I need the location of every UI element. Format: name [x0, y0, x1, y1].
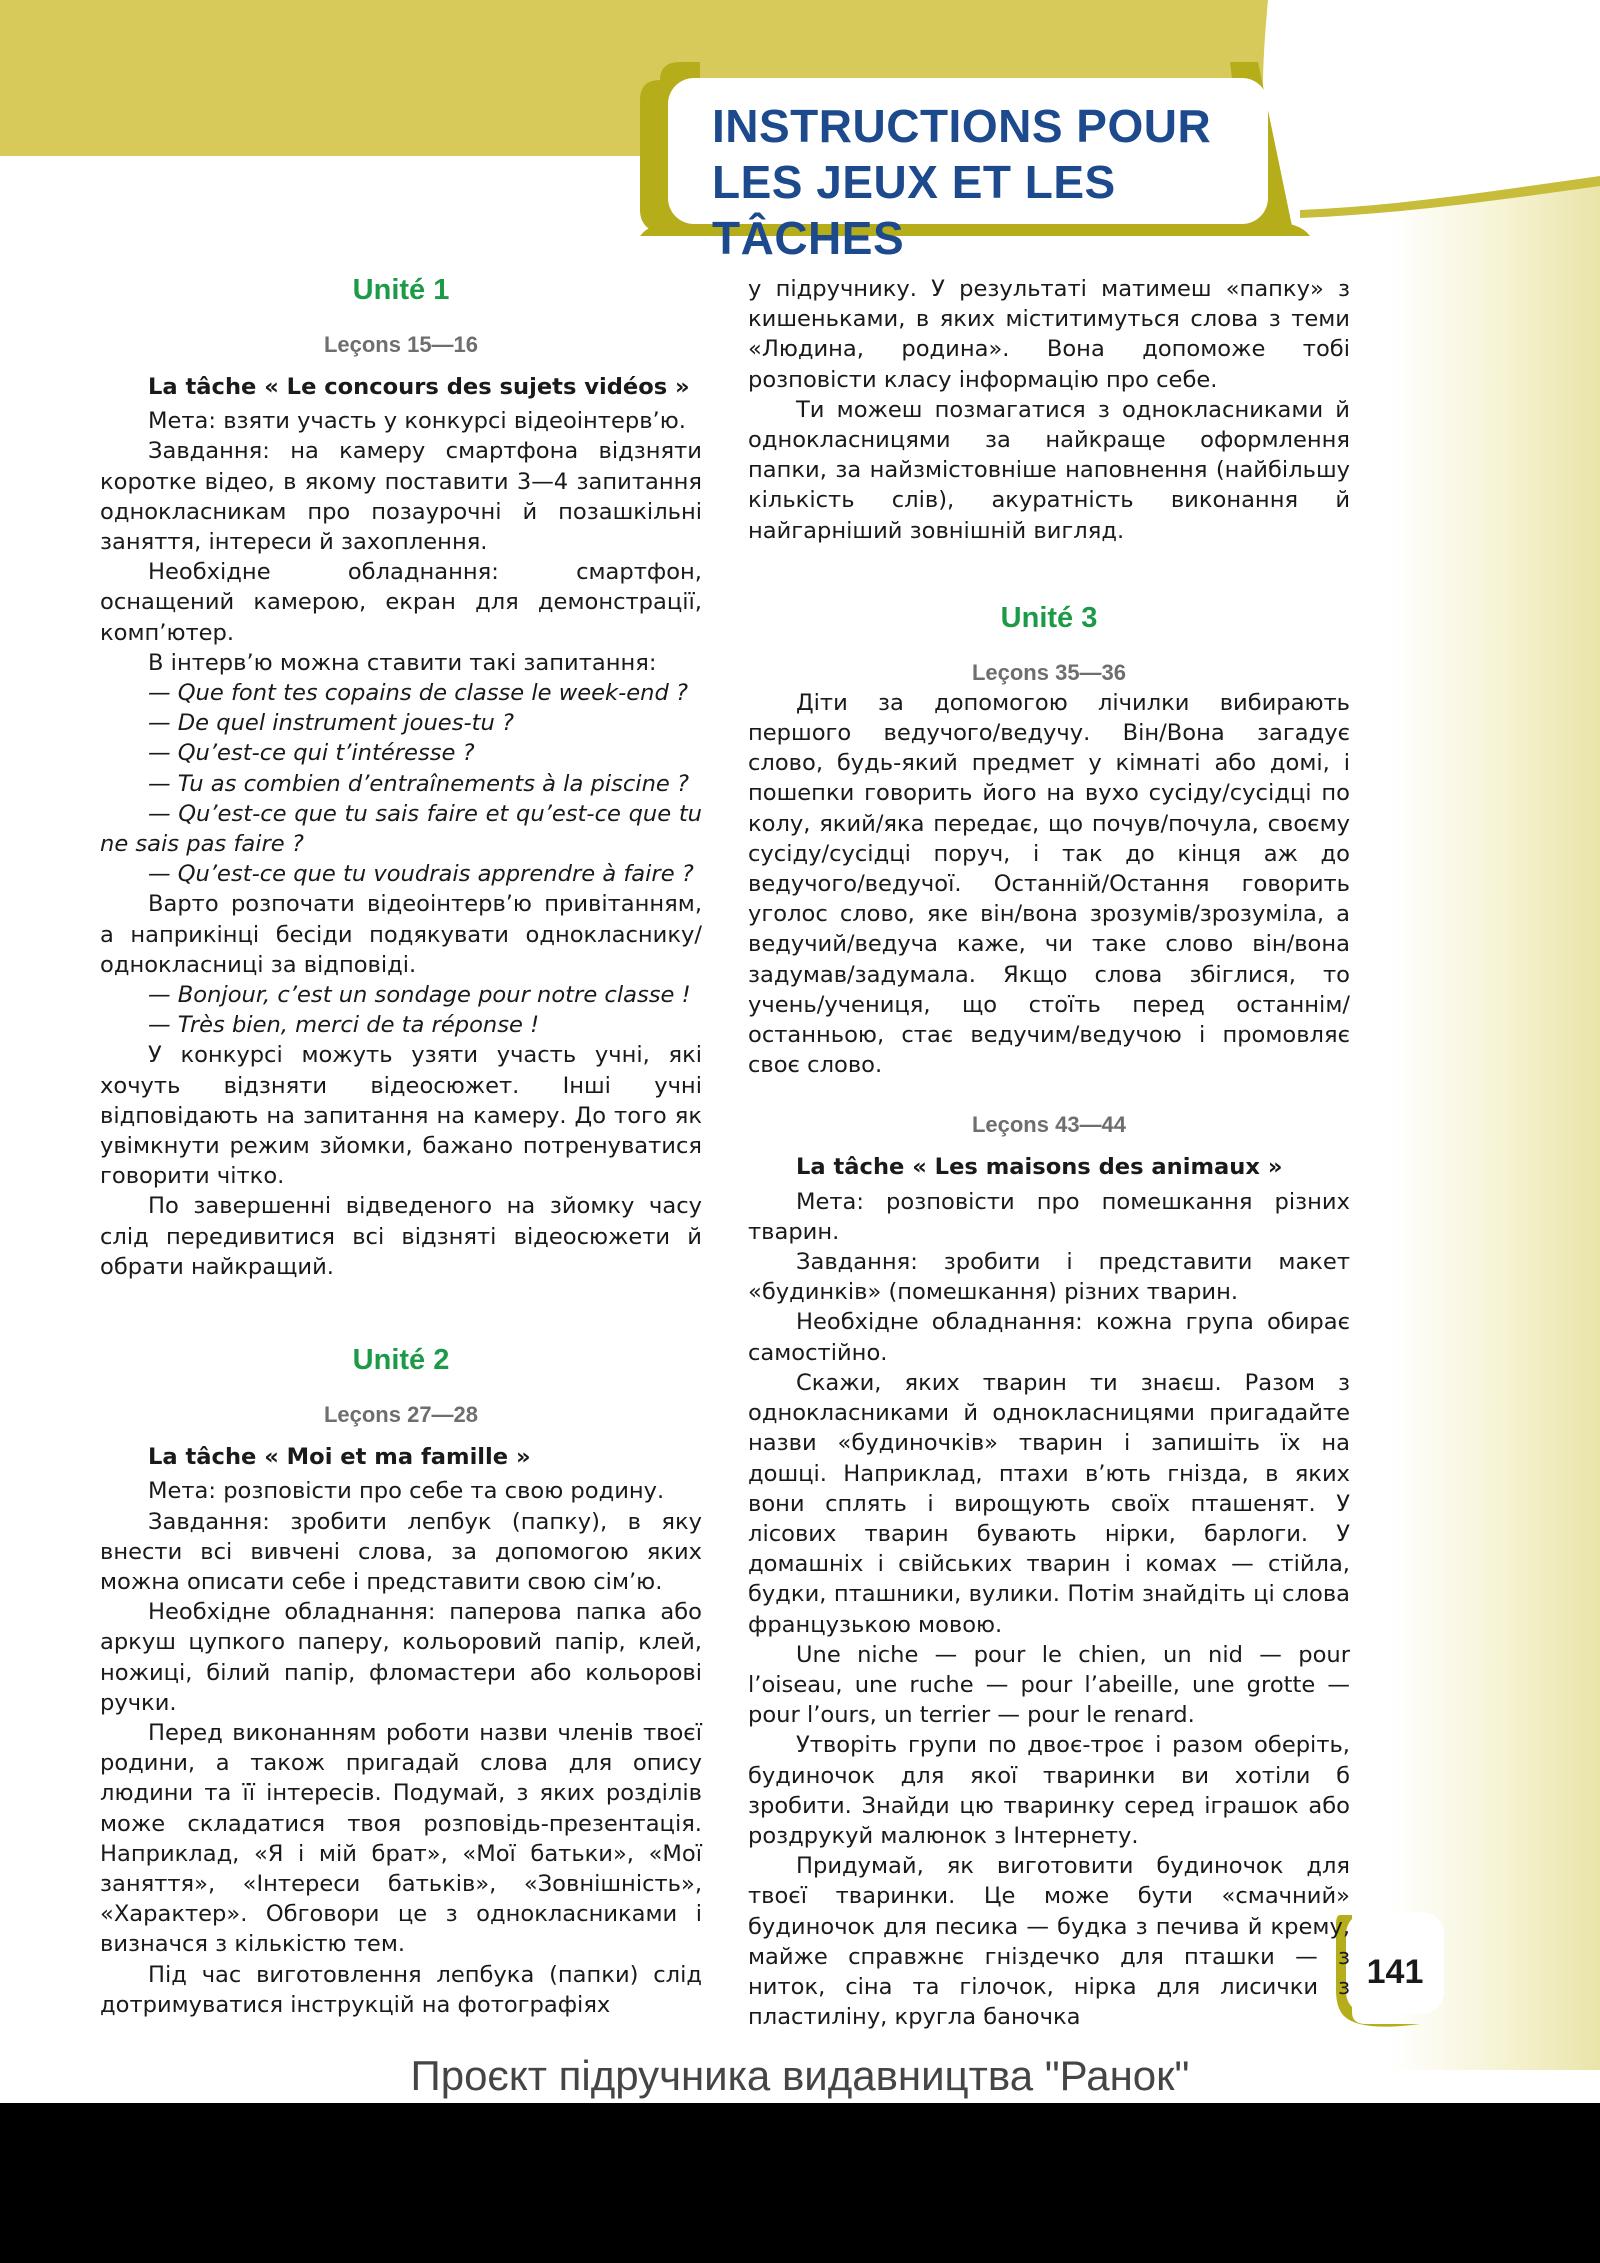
right-column [748, 274, 1350, 2032]
lessons-heading: Leçons 15—16 [323, 332, 479, 357]
unit-heading: Unité 2 [352, 1344, 450, 1377]
paragraph: По завершенні відведеного на зйомку часу слід передивитися всі відзняті відеосюжети й обрати найкращий. [100, 1193, 702, 1280]
task-heading: La tâche « Les maisons des animaux » [796, 1154, 1283, 1181]
title-line-1: INSTRUCTIONS POUR [712, 100, 1212, 152]
page-title [712, 98, 1272, 266]
paragraph: Варто розпочати відеоінтерв’ю привітанням, а наприкінці бесіди подякувати однокласнику/однокласниці за відповіді. [100, 891, 702, 978]
paragraph: Мета: взяти участь у конкурсі відеоінтерв’ю. [148, 408, 686, 435]
footer-band [0, 2103, 1600, 2263]
question: — Que font tes copains de classe le week-end ? [148, 680, 688, 707]
paragraph: Завдання: зробити і представити макет «будинків» (помешкання) різних тварин. [748, 1249, 1350, 1306]
paragraph: Une niche — pour le chien, un nid — pour l’oiseau, une ruche — pour l’abeille, une grotte — pour l’ours, un terrier — pour le renard. [748, 1641, 1350, 1729]
paragraph: Необхідне обладнання: смартфон, оснащений камерою, екран для демонстрації, комп’ютер. [100, 559, 702, 646]
unit-heading: Unité 3 [1000, 601, 1098, 634]
paragraph: Завдання: зробити лепбук (папку), в яку внести всі вивчені слова, за допомогою яких можна описати себе і представити свою сім’ю. [100, 1508, 702, 1595]
paragraph: Ти можеш позмагатися з однокласниками й однокласницями за найкраще оформлення папки, за найзмістовніше наповнення (найбільшу кількість слів), акуратність виконання й найгарніший зовнішній вигляд. [748, 396, 1350, 544]
paragraph: Необхідне обладнання: кожна група обирає самостійно. [748, 1309, 1350, 1366]
question: — Qu’est-ce qui t’intéresse ? [148, 740, 475, 767]
task-heading: La tâche « Moi et ma famille » [148, 1444, 531, 1471]
lessons-heading: Leçons 27—28 [323, 1402, 479, 1428]
paragraph: Завдання: на камеру смартфона відзняти короткe відео, в якому поставити 3—4 запитання однокласникам про позаурочні й позашкільні заняття, інтереси й захоплення. [100, 438, 702, 556]
paragraph: В інтерв’ю можна ставити такі запитання: [148, 649, 657, 676]
lessons-heading: Leçons 43—44 [971, 1112, 1127, 1138]
phrase: — Très bien, merci de ta réponse ! [148, 1012, 540, 1039]
question: — Qu’est-ce que tu sais faire et qu’est-ce que tu ne sais pas faire ? [100, 800, 702, 858]
paragraph: Діти за допомогою лічилки вибирають першого ведучого/ведучу. Він/Вона загадує слово, будь-який предмет у кімнаті або домі, і пошепки говорить його на вухо сусіду/сусідці по колу, який/яка передає, що почув/почула, своєму сусіду/сусідці поруч, і так до кінця аж до ведучого/ведучої. Останній/Остання говорить уголос слово, яке він/вона зрозумів/зрозуміла, а ведучий/ведуча каже, чи таке слово він/вона задумав/задумала. Якщо слова збіглися, то учень/учениця, що стоїть перед останнім/останньою, стає ведучим/ведучою і промовляє своє слово. [748, 689, 1350, 1079]
side-gradient-strip [1390, 150, 1600, 2070]
publisher-watermark: Проєкт підручника видавництва "Ранок" [410, 2052, 1190, 2099]
paragraph: Мета: розповісти про себе та свою родину. [148, 1478, 665, 1505]
lessons-heading: Leçons 35—36 [971, 659, 1127, 685]
unit-heading: Unité 1 [352, 274, 450, 306]
task-heading: La tâche « Le concours des sujets vidéos » [148, 374, 690, 400]
paragraph: Придумай, як виготовити будиночок для твоєї тваринки. Це може бути «смачний» будиночок для песика — будка з печива й крему, майже справжнє гніздечко для пташки — з ниток, сіна та гілочок, нірка для лисички з пластиліну, кругла баночка [748, 1853, 1350, 2031]
paragraph: Перед виконанням роботи назви членів твоєї родини, а також пригадай слова для опису людини та її інтересів. Подумай, з яких розділів може складатися твоя розповідь-презентація. Наприклад, «Я і мій брат», «Мої батьки», «Мої заняття», «Інтереси батьків», «Зовнішність», «Характер». Обговори це з однокласниками і визначся з кількістю тем. [100, 1719, 702, 1958]
paragraph: У конкурсі можуть узяти участь учні, які хочуть відзняти відеосюжет. Інші учні відповідають на запитання на камеру. До того як увімкнути режим зйомки, бажано потренуватися говорити чітко. [100, 1042, 702, 1190]
question: — Tu as combien d’entraînements à la piscine ? [148, 770, 689, 797]
header-curve [1263, 0, 1600, 208]
page-number: 141 [1366, 1953, 1424, 1991]
paragraph: у підручнику. У результаті матимеш «папку» з кишеньками, в яких міститимуться слова з теми «Людина, родина». Вона допоможе тобі розповісти класу інформацію про себе. [748, 276, 1350, 393]
question: — Qu’est-ce que tu voudrais apprendre à faire ? [148, 861, 694, 888]
paragraph: Скажи, яких тварин ти знаєш. Разом з однокласниками й однокласницями пригадайте назви «будиночків» тварин і запишіть їх на дошці. Наприклад, птахи в’ють гнізда, в яких вони сплять і вирощують своїх пташенят. У лісових тварин бувають нірки, барлоги. У домашніх і свійських тварин і комах — стійла, будки, пташники, вулики. Потім знайдіть ці слова французькою мовою. [748, 1369, 1350, 1638]
paragraph: Необхідне обладнання: паперова папка або аркуш цупкого паперу, кольоровий папір, клей, ножиці, білий папір, фломастери або кольорові ручки. [100, 1599, 702, 1716]
title-line-2: LES JEUX ET LES TÂCHES [712, 156, 1116, 264]
left-column [100, 272, 702, 2020]
paragraph: Утворіть групи по двоє-троє і разом оберіть, будиночок для якої тваринки ви хотіли б зробити. Знайди цю тваринку серед іграшок або роздрукуй малюнок з Інтернету. [748, 1732, 1350, 1849]
paragraph: Під час виготовлення лепбука (папки) слід дотримуватися інструкцій на фотографіях [100, 1961, 702, 2018]
paragraph: Мета: розповісти про помешкання різних тварин. [748, 1188, 1350, 1245]
phrase: — Bonjour, c’est un sondage pour notre classe ! [148, 982, 691, 1009]
question: — De quel instrument joues-tu ? [148, 710, 514, 737]
